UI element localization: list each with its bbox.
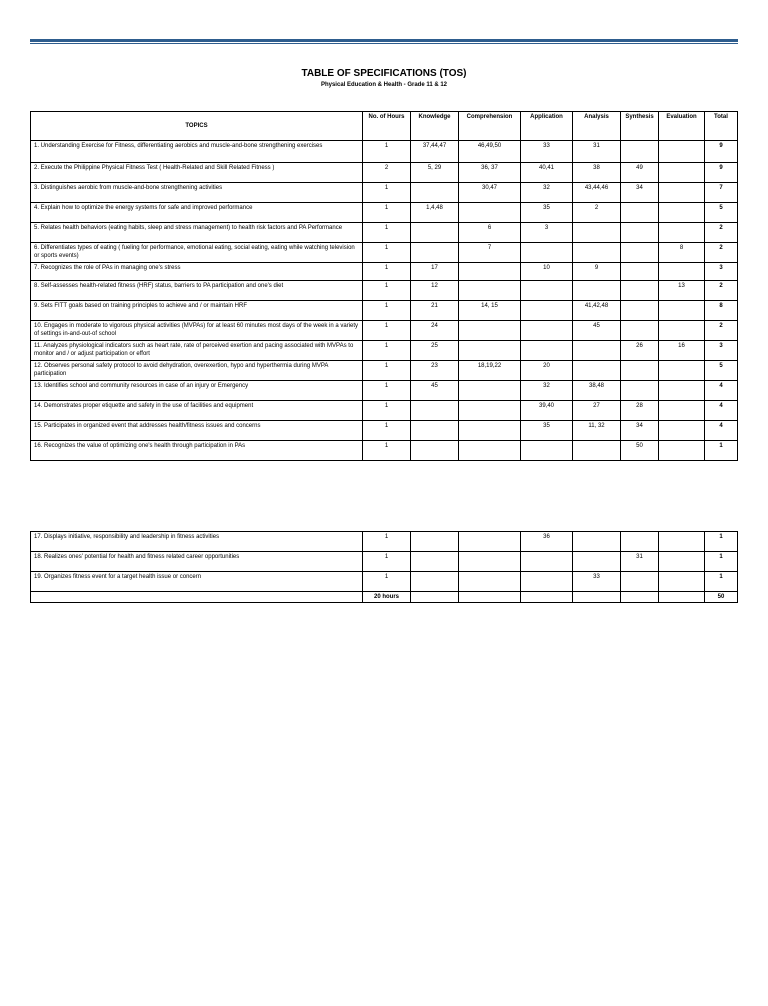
hours-cell: 1: [363, 441, 411, 461]
synthesis-cell: 34: [621, 421, 659, 441]
synthesis-cell: [621, 203, 659, 223]
table-row: [31, 223, 738, 243]
comprehension-cell: [459, 552, 521, 572]
analysis-cell: 38: [573, 163, 621, 183]
analysis-cell: [573, 223, 621, 243]
hours-cell: 1: [363, 203, 411, 223]
evaluation-cell: [659, 223, 705, 243]
table-row: [31, 203, 738, 223]
topic-cell: 4. Explain how to optimize the energy systems for safe and improved performance: [31, 203, 363, 223]
knowledge-cell: 24: [411, 321, 459, 341]
footer-empty: [621, 592, 659, 603]
col-synthesis: Synthesis: [621, 112, 659, 141]
topic-cell: 10. Engages in moderate to vigorous physical activities (MVPAs) for at least 60 minutes most days of the week in a variety of settings in-and-out-of school: [31, 321, 363, 341]
footer-empty: [521, 592, 573, 603]
table-row: [31, 141, 738, 163]
topic-cell: 3. Distinguishes aerobic from muscle-and-bone strengthening activities: [31, 183, 363, 203]
topic-cell: 17. Displays initiative, responsibility and leadership in fitness activities: [31, 532, 363, 552]
table-row: [31, 321, 738, 341]
application-cell: 32: [521, 381, 573, 401]
evaluation-cell: 13: [659, 281, 705, 301]
tos-table-page1-continued: [30, 531, 738, 603]
tos-table-page1: [30, 111, 738, 461]
total-cell: 3: [705, 263, 738, 281]
synthesis-cell: [621, 263, 659, 281]
hours-cell: 1: [363, 361, 411, 381]
topic-cell: 7. Recognizes the role of PAs in managing one's stress: [31, 263, 363, 281]
synthesis-cell: [621, 532, 659, 552]
evaluation-cell: [659, 401, 705, 421]
topic-cell: 16. Recognizes the value of optimizing one's health through participation in PAs: [31, 441, 363, 461]
evaluation-cell: [659, 141, 705, 163]
evaluation-cell: 8: [659, 243, 705, 263]
topic-cell: 19. Organizes fitness event for a target health issue or concern: [31, 572, 363, 592]
table-row: [31, 552, 738, 572]
footer-empty: [659, 592, 705, 603]
synthesis-cell: 34: [621, 183, 659, 203]
knowledge-cell: [411, 223, 459, 243]
analysis-cell: 43,44,46: [573, 183, 621, 203]
topic-cell: 11. Analyzes physiological indicators such as heart rate, rate of perceived exertion and pacing associated with MVPAs to monitor and / or adjust participation or effort: [31, 341, 363, 361]
topic-cell: 9. Sets FITT goals based on training principles to achieve and / or maintain HRF: [31, 301, 363, 321]
analysis-cell: 45: [573, 321, 621, 341]
total-cell: 2: [705, 321, 738, 341]
synthesis-cell: [621, 141, 659, 163]
footer-total: 50: [705, 592, 738, 603]
analysis-cell: [573, 341, 621, 361]
analysis-cell: [573, 532, 621, 552]
knowledge-cell: [411, 532, 459, 552]
application-cell: 3: [521, 223, 573, 243]
application-cell: [521, 321, 573, 341]
analysis-cell: [573, 281, 621, 301]
col-evaluation: Evaluation: [659, 112, 705, 141]
comprehension-cell: [459, 281, 521, 301]
total-cell: 1: [705, 532, 738, 552]
synthesis-cell: 28: [621, 401, 659, 421]
col-total: Total: [705, 112, 738, 141]
total-cell: 5: [705, 203, 738, 223]
synthesis-cell: [621, 572, 659, 592]
knowledge-cell: 37,44,47: [411, 141, 459, 163]
evaluation-cell: [659, 321, 705, 341]
table-row: [31, 441, 738, 461]
knowledge-cell: 21: [411, 301, 459, 321]
total-cell: 4: [705, 421, 738, 441]
hours-cell: 1: [363, 243, 411, 263]
application-cell: 35: [521, 203, 573, 223]
topic-cell: 8. Self-assesses health-related fitness (HRF) status, barriers to PA participation and one's diet: [31, 281, 363, 301]
analysis-cell: 9: [573, 263, 621, 281]
analysis-cell: [573, 361, 621, 381]
hours-cell: 1: [363, 321, 411, 341]
col-analysis: Analysis: [573, 112, 621, 141]
knowledge-cell: 1,4,48: [411, 203, 459, 223]
synthesis-cell: [621, 223, 659, 243]
footer-empty: [411, 592, 459, 603]
hours-cell: 1: [363, 223, 411, 243]
evaluation-cell: [659, 572, 705, 592]
footer-empty-topic: [31, 592, 363, 603]
knowledge-cell: 5, 29: [411, 163, 459, 183]
comprehension-cell: [459, 401, 521, 421]
evaluation-cell: [659, 552, 705, 572]
application-cell: 35: [521, 421, 573, 441]
application-cell: 10: [521, 263, 573, 281]
table-row: [31, 401, 738, 421]
evaluation-cell: [659, 301, 705, 321]
application-cell: 32: [521, 183, 573, 203]
col-comprehension: Comprehension: [459, 112, 521, 141]
comprehension-cell: 14, 15: [459, 301, 521, 321]
comprehension-cell: 7: [459, 243, 521, 263]
comprehension-cell: 30,47: [459, 183, 521, 203]
table-row: [31, 243, 738, 263]
synthesis-cell: 49: [621, 163, 659, 183]
knowledge-cell: [411, 552, 459, 572]
knowledge-cell: 25: [411, 341, 459, 361]
total-cell: 1: [705, 552, 738, 572]
evaluation-cell: [659, 361, 705, 381]
application-cell: 20: [521, 361, 573, 381]
col-knowledge: Knowledge: [411, 112, 459, 141]
topic-cell: 14. Demonstrates proper etiquette and safety in the use of facilities and equipment: [31, 401, 363, 421]
footer-hours: 20 hours: [363, 592, 411, 603]
evaluation-cell: [659, 183, 705, 203]
evaluation-cell: [659, 532, 705, 552]
analysis-cell: [573, 441, 621, 461]
evaluation-cell: [659, 381, 705, 401]
comprehension-cell: 46,49,50: [459, 141, 521, 163]
analysis-cell: 2: [573, 203, 621, 223]
analysis-cell: 38,48: [573, 381, 621, 401]
document-subtitle: Physical Education & Health - Grade 11 & 12: [320, 82, 448, 88]
analysis-cell: [573, 243, 621, 263]
application-cell: [521, 281, 573, 301]
total-cell: 4: [705, 381, 738, 401]
col-application: Application: [521, 112, 573, 141]
total-cell: 7: [705, 183, 738, 203]
table-row: [31, 163, 738, 183]
comprehension-cell: [459, 263, 521, 281]
hours-cell: 1: [363, 421, 411, 441]
evaluation-cell: [659, 163, 705, 183]
document-title: TABLE OF SPECIFICATIONS (TOS): [301, 68, 467, 79]
analysis-cell: [573, 552, 621, 572]
table-footer-row: [31, 592, 738, 603]
comprehension-cell: [459, 421, 521, 441]
analysis-cell: 41,42,48: [573, 301, 621, 321]
total-cell: 5: [705, 361, 738, 381]
hours-cell: 1: [363, 301, 411, 321]
comprehension-cell: [459, 321, 521, 341]
comprehension-cell: [459, 203, 521, 223]
hours-cell: 1: [363, 281, 411, 301]
header-rule-thin: [30, 43, 738, 44]
hours-cell: 1: [363, 183, 411, 203]
topic-cell: 1. Understanding Exercise for Fitness, differentiating aerobics and muscle-and-bone strengthening exercises: [31, 141, 363, 163]
table-row: [31, 301, 738, 321]
knowledge-cell: [411, 401, 459, 421]
analysis-cell: 27: [573, 401, 621, 421]
application-cell: [521, 572, 573, 592]
hours-cell: 1: [363, 341, 411, 361]
topic-cell: 12. Observes personal safety protocol to avoid dehydration, overexertion, hypo and hyperthermia during MVPA participation: [31, 361, 363, 381]
hours-cell: 1: [363, 552, 411, 572]
table-row: [31, 421, 738, 441]
hours-cell: 2: [363, 163, 411, 183]
table-row: [31, 361, 738, 381]
col-hours: No. of Hours: [363, 112, 411, 141]
knowledge-cell: 23: [411, 361, 459, 381]
topic-cell: 18. Realizes ones' potential for health and fitness related career opportunities: [31, 552, 363, 572]
hours-cell: 1: [363, 141, 411, 163]
synthesis-cell: [621, 321, 659, 341]
comprehension-cell: [459, 441, 521, 461]
evaluation-cell: [659, 441, 705, 461]
knowledge-cell: [411, 243, 459, 263]
total-cell: 9: [705, 163, 738, 183]
application-cell: [521, 243, 573, 263]
knowledge-cell: 12: [411, 281, 459, 301]
hours-cell: 1: [363, 381, 411, 401]
application-cell: [521, 552, 573, 572]
total-cell: 4: [705, 401, 738, 421]
table-row: [31, 263, 738, 281]
header-rule: [30, 39, 738, 42]
application-cell: [521, 441, 573, 461]
table-row: [31, 572, 738, 592]
application-cell: 39,40: [521, 401, 573, 421]
evaluation-cell: [659, 421, 705, 441]
total-cell: 2: [705, 243, 738, 263]
knowledge-cell: [411, 421, 459, 441]
col-topics: TOPICS: [31, 112, 363, 141]
table-row: [31, 532, 738, 552]
synthesis-cell: [621, 381, 659, 401]
synthesis-cell: 50: [621, 441, 659, 461]
total-cell: 2: [705, 223, 738, 243]
evaluation-cell: [659, 203, 705, 223]
knowledge-cell: 17: [411, 263, 459, 281]
synthesis-cell: [621, 301, 659, 321]
knowledge-cell: [411, 183, 459, 203]
synthesis-cell: 26: [621, 341, 659, 361]
hours-cell: 1: [363, 532, 411, 552]
analysis-cell: 33: [573, 572, 621, 592]
topic-cell: 15. Participates in organized event that addresses health/fitness issues and concerns: [31, 421, 363, 441]
comprehension-cell: [459, 572, 521, 592]
application-cell: [521, 301, 573, 321]
table-row: [31, 281, 738, 301]
application-cell: 36: [521, 532, 573, 552]
table-row: [31, 183, 738, 203]
comprehension-cell: [459, 341, 521, 361]
evaluation-cell: [659, 263, 705, 281]
table-row: [31, 341, 738, 361]
total-cell: 9: [705, 141, 738, 163]
synthesis-cell: [621, 281, 659, 301]
total-cell: 1: [705, 441, 738, 461]
knowledge-cell: [411, 572, 459, 592]
total-cell: 8: [705, 301, 738, 321]
comprehension-cell: [459, 532, 521, 552]
comprehension-cell: [459, 381, 521, 401]
evaluation-cell: 16: [659, 341, 705, 361]
synthesis-cell: [621, 361, 659, 381]
synthesis-cell: [621, 243, 659, 263]
application-cell: 40,41: [521, 163, 573, 183]
topic-cell: 6. Differentiates types of eating ( fueling for performance, emotional eating, social eating, eating while watching television or sports events): [31, 243, 363, 263]
hours-cell: 1: [363, 263, 411, 281]
topic-cell: 13. Identifies school and community resources in case of an injury or Emergency: [31, 381, 363, 401]
footer-empty: [573, 592, 621, 603]
total-cell: 3: [705, 341, 738, 361]
table-header-row: [31, 112, 738, 141]
analysis-cell: 11, 32: [573, 421, 621, 441]
comprehension-cell: 18,19,22: [459, 361, 521, 381]
knowledge-cell: [411, 441, 459, 461]
comprehension-cell: 6: [459, 223, 521, 243]
topic-cell: 5. Relates health behaviors (eating habits, sleep and stress management) to health risk factors and PA Performance: [31, 223, 363, 243]
total-cell: 2: [705, 281, 738, 301]
hours-cell: 1: [363, 401, 411, 421]
total-cell: 1: [705, 572, 738, 592]
synthesis-cell: 31: [621, 552, 659, 572]
application-cell: [521, 341, 573, 361]
application-cell: 33: [521, 141, 573, 163]
comprehension-cell: 36, 37: [459, 163, 521, 183]
analysis-cell: 31: [573, 141, 621, 163]
table-row: [31, 381, 738, 401]
footer-empty: [459, 592, 521, 603]
hours-cell: 1: [363, 572, 411, 592]
knowledge-cell: 45: [411, 381, 459, 401]
topic-cell: 2. Execute the Philippine Physical Fitness Test ( Health-Related and Skill Related Fitness ): [31, 163, 363, 183]
